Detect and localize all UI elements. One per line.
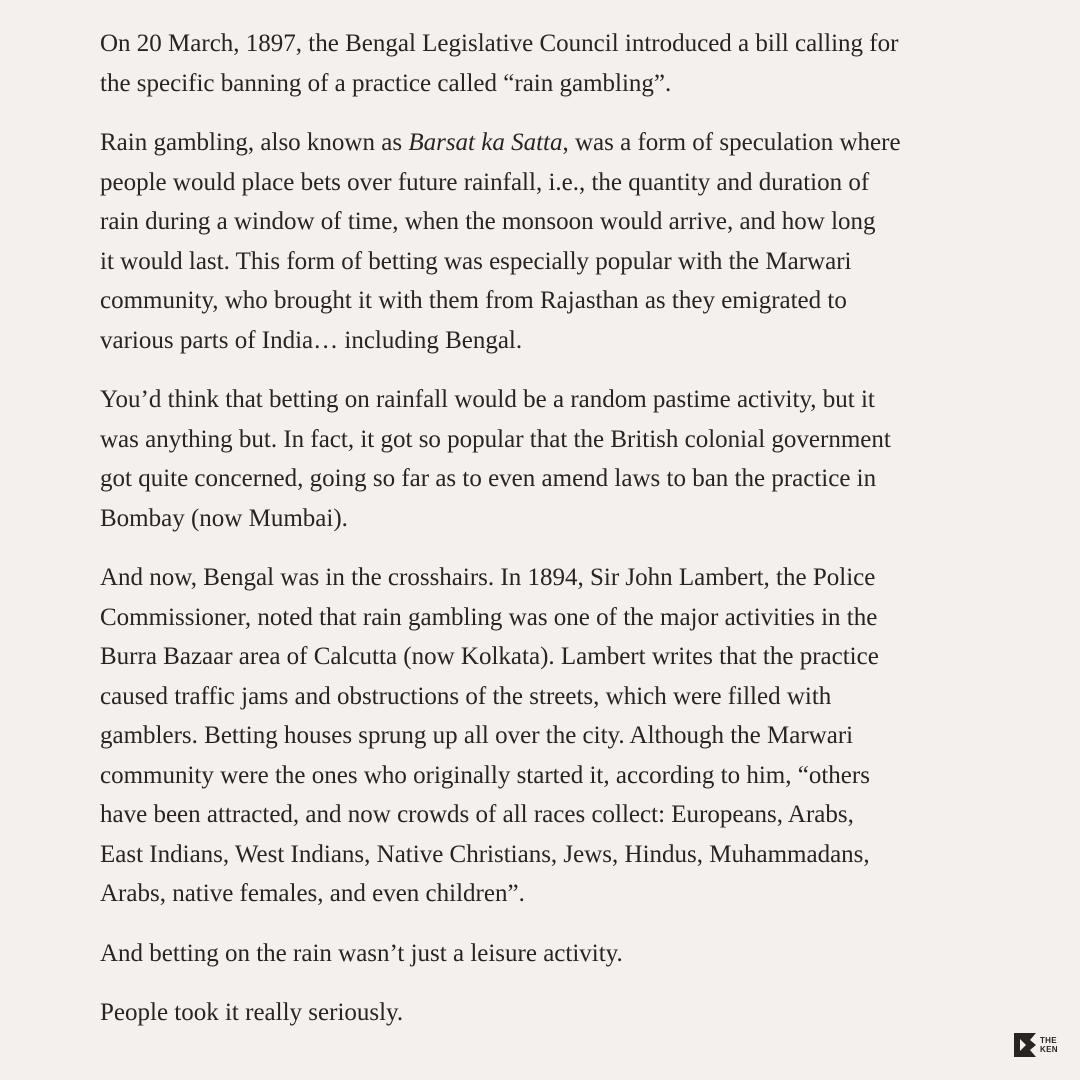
- text-line: And betting on the rain wasn’t just a leisure activity.: [100, 939, 623, 967]
- text-line: have been attracted, and now crowds of all races collect: Europeans, Arabs,: [100, 801, 854, 828]
- text-line: community were the ones who originally started it, according to him, “others: [100, 761, 870, 789]
- logo-wordmark: [1040, 1036, 1058, 1054]
- text-line: Bombay (now Mumbai).: [100, 504, 348, 532]
- text-line: community, who brought it with them from Rajasthan as they emigrated to: [100, 287, 847, 314]
- text-line: the specific banning of a practice called “rain gambling”.: [100, 69, 672, 97]
- the-ken-logo-icon: [1012, 1031, 1038, 1059]
- text-line: And now, Bengal was in the crosshairs. In 1894, Sir John Lambert, the Police: [100, 564, 876, 591]
- paragraph-5: [100, 934, 980, 974]
- text-line: was anything but. In fact, it got so popular that the British colonial government: [100, 425, 891, 453]
- text-fragment: , was a form of speculation where: [562, 129, 901, 156]
- text-line: People took it really seriously.: [100, 999, 404, 1026]
- text-line: got quite concerned, going so far as to even amend laws to ban the practice in: [100, 465, 877, 492]
- paragraph-2: [100, 123, 980, 360]
- article-body: [100, 24, 980, 1053]
- logo-text-the: THE: [1040, 1036, 1057, 1045]
- paragraph-4: [100, 558, 980, 914]
- paragraph-1: [100, 24, 980, 103]
- text-line: On 20 March, 1897, the Bengal Legislative Council introduced a bill calling for: [100, 30, 899, 57]
- paragraph-6: [100, 993, 980, 1033]
- text-line: Burra Bazaar area of Calcutta (now Kolkata). Lambert writes that the practice: [100, 643, 879, 670]
- text-line: You’d think that betting on rainfall would be a random pastime activity, but it: [100, 386, 875, 413]
- italic-term: Barsat ka Satta: [408, 129, 563, 156]
- text-line: people would place bets over future rainfall, i.e., the quantity and duration of: [100, 168, 870, 196]
- text-line: Arabs, native females, and even children”.: [100, 880, 525, 907]
- text-line: gamblers. Betting houses sprung up all over the city. Although the Marwari: [100, 722, 854, 749]
- text-line: caused traffic jams and obstructions of the streets, which were filled with: [100, 682, 832, 710]
- paragraph-3: [100, 380, 980, 538]
- text-line: rain during a window of time, when the monsoon would arrive, and how long: [100, 208, 876, 235]
- text-line: it would last. This form of betting was especially popular with the Marwari: [100, 247, 852, 275]
- text-fragment: Rain gambling, also known as: [100, 129, 409, 156]
- text-line: East Indians, West Indians, Native Christians, Jews, Hindus, Muhammadans,: [100, 840, 870, 868]
- text-line: various parts of India… including Bengal.: [100, 326, 523, 354]
- text-line: [100, 123, 980, 163]
- the-ken-logo: [1012, 1031, 1058, 1059]
- text-line: Commissioner, noted that rain gambling was one of the major activities in the: [100, 603, 878, 631]
- logo-text-ken: KEN: [1040, 1045, 1058, 1054]
